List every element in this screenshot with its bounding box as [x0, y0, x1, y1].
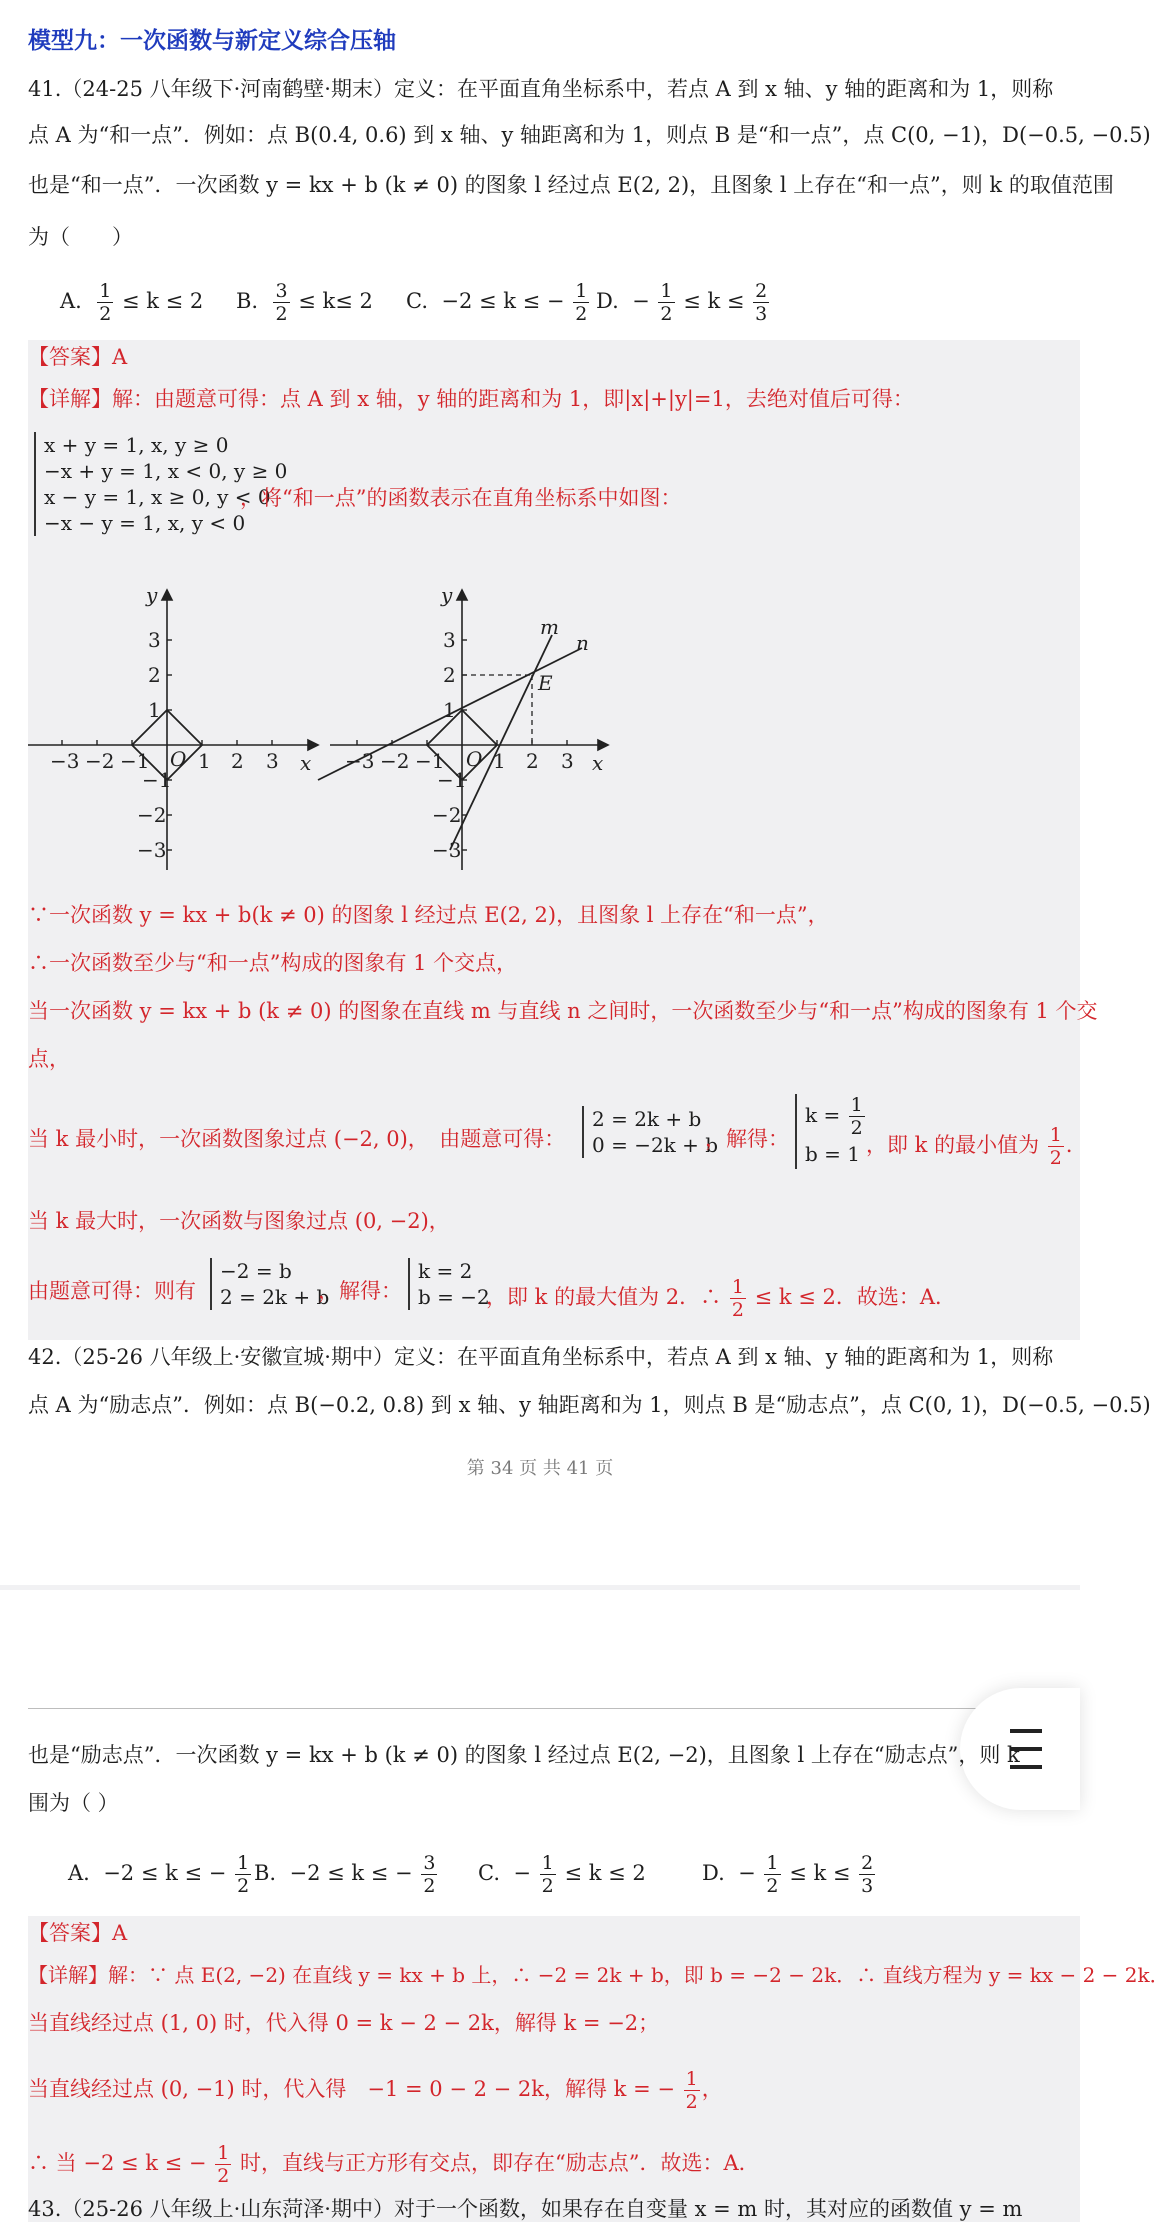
graph-right-xtick: 2 — [526, 749, 539, 773]
graph-left-ytick: −1 — [142, 768, 172, 792]
q43-line-1-partial: 43.（25-26 八年级上·山东菏泽·期中）对于一个函数，如果存在自变量 x = m 时，其对应的函数值 y = m — [28, 2197, 1023, 2221]
q41-step-min-text: 当 k 最小时，一次函数图象过点 (−2, 0)， 由题意可得： — [28, 1127, 566, 1151]
graph-left-ylabel: y — [146, 583, 158, 607]
graph-right-axes — [330, 590, 608, 870]
q41-step-max-system: −2 = b 2 = 2k + b — [210, 1258, 329, 1310]
q42-detail-4: ∴ 当 −2 ≤ k ≤ − $\frac{1}{2}$ 时，直线与正方形有交点，即存在“励志点”．故选：A． — [28, 2142, 760, 2187]
q41-step-max-text: 由题意可得：则有 — [28, 1279, 196, 1303]
q41-step-min-system: 2 = 2k + b 0 = −2k + b — [582, 1106, 718, 1158]
q42-option-c: C. − $\frac{1}{2}$ ≤ k ≤ 2 — [478, 1852, 646, 1897]
q41-graph-left — [28, 580, 328, 880]
graph-left-xtick: 1 — [198, 749, 211, 773]
graph-right-origin: O — [466, 747, 483, 771]
q41-step-2: ∴一次函数至少与“和一点”构成的图象有 1 个交点， — [28, 951, 518, 975]
q41-step-max-solution: k = 2 b = −2 — [408, 1258, 490, 1310]
graph-right-ytick: 2 — [443, 663, 456, 687]
q41-step-max: 当 k 最大时，一次函数与图象过点 (0, −2)， — [28, 1209, 450, 1233]
graph-right-line-m-label: m — [540, 615, 559, 639]
q41-option-c: C. −2 ≤ k ≤ − $\frac{1}{2}$ — [406, 280, 588, 325]
graph-right-ytick: −3 — [432, 838, 462, 862]
q41-option-d: D. − $\frac{1}{2}$ ≤ k ≤ $\frac{2}{3}$ — [596, 280, 768, 325]
q42-line-3: 也是“励志点”．一次函数 y = kx + b (k ≠ 0) 的图象 l 经过点 E(2, −2)，且图象 l 上存在“励志点”，则 k — [28, 1743, 1020, 1767]
graph-left-ytick: 1 — [148, 698, 161, 722]
graph-left-ytick: −2 — [137, 803, 167, 827]
graph-left-ytick: 2 — [148, 663, 161, 687]
page-number: 第 34 页 共 41 页 — [466, 1458, 614, 1479]
graph-left-xtick: −1 — [120, 749, 150, 773]
q42-option-a: A. −2 ≤ k ≤ − $\frac{1}{2}$ — [68, 1852, 250, 1897]
q41-step-3: 当一次函数 y = kx + b (k ≠ 0) 的图象在直线 m 与直线 n 之间时，一次函数至少与“和一点”构成的图象有 1 个交 — [28, 999, 1098, 1023]
document-page-35 — [0, 1590, 1170, 2222]
graph-right-line-m — [450, 635, 552, 850]
q41-line-3: 也是“和一点”．一次函数 y = kx + b (k ≠ 0) 的图象 l 经过点 E(2, 2)，且图象 l 上存在“和一点”，则 k 的取值范围 — [28, 173, 1114, 197]
hamburger-menu-icon — [1010, 1729, 1042, 1733]
q41-step-max-solve: ，解得： — [318, 1279, 402, 1303]
q41-detail: 【详解】解：由题意可得：点 A 到 x 轴，y 轴的距离和为 1，即|x|+|y|=1，去绝对值后可得： — [28, 387, 914, 411]
graph-left-ytick: −3 — [137, 838, 167, 862]
q41-line-2: 点 A 为“和一点”．例如：点 B(0.4, 0.6) 到 x 轴、y 轴距离和为 1，则点 B 是“和一点”，点 C(0, −1)，D(−0.5, −0.5) — [28, 123, 1151, 147]
graph-right-guides — [462, 675, 532, 745]
graph-right-line-n-label: n — [576, 631, 589, 655]
q42-detail-2: 当直线经过点 (1, 0) 时，代入得 0 = k − 2 − 2k，解得 k = −2； — [28, 2011, 660, 2035]
graph-right-xtick: −2 — [380, 749, 410, 773]
graph-left-ytick: 3 — [148, 628, 161, 652]
q42-line-1: 42.（25-26 八年级上·安徽宣城·期中）定义：在平面直角坐标系中，若点 A 到 x 轴、y 轴的距离和为 1，则称 — [28, 1345, 1054, 1369]
q41-step-4: 点， — [28, 1047, 70, 1071]
graph-right-ytick: 3 — [443, 628, 456, 652]
q41-step-1: ∵一次函数 y = kx + b(k ≠ 0) 的图象 l 经过点 E(2, 2)，且图象 l 上存在“和一点”， — [28, 903, 829, 927]
q41-line-1: 41.（24-25 八年级下·河南鹤壁·期末）定义：在平面直角坐标系中，若点 A 到 x 轴、y 轴的距离和为 1，则称 — [28, 77, 1054, 101]
page-top-rule — [28, 1708, 1038, 1709]
graph-right-ytick: −1 — [437, 768, 467, 792]
graph-left-xtick: 2 — [231, 749, 244, 773]
graph-right-xtick: 3 — [561, 749, 574, 773]
graph-right-xtick: −1 — [415, 749, 445, 773]
graph-right-ytick: 1 — [443, 698, 456, 722]
q42-answer: 【答案】A — [28, 1921, 128, 1945]
graph-right-ytick: −2 — [432, 803, 462, 827]
q41-system-note: ，将“和一点”的函数表示在直角坐标系中如图： — [240, 486, 682, 510]
q41-step-min-solve: ，解得： — [705, 1127, 789, 1151]
graph-left-xlabel: x — [300, 751, 312, 775]
q42-option-b: B. −2 ≤ k ≤ − $\frac{3}{2}$ — [254, 1852, 436, 1897]
graph-left-xtick: −2 — [85, 749, 115, 773]
graph-left-origin: O — [170, 747, 187, 771]
q41-step-min-result: ，即 k 的最小值为 $\frac{1}{2}$ ． — [866, 1124, 1087, 1169]
graph-right-ylabel: y — [441, 583, 453, 607]
graph-left-xtick: −3 — [50, 749, 80, 773]
graph-right-xtick: −3 — [345, 749, 375, 773]
q42-option-d: D. − $\frac{1}{2}$ ≤ k ≤ $\frac{2}{3}$ — [702, 1852, 874, 1897]
section-title: 模型九：一次函数与新定义综合压轴 — [28, 28, 396, 54]
q41-step-min-solution: k = $\frac{1}{2}$ b = 1 — [795, 1094, 867, 1169]
q41-option-a: A. $\frac{1}{2}$ ≤ k ≤ 2 — [60, 280, 204, 325]
q42-detail-1: 【详解】解：∵ 点 E(2, −2) 在直线 y = kx + b 上，∴ −2 = 2k + b，即 b = −2 − 2k．∴ 直线方程为 y = kx − 2 − 2k． — [28, 1963, 1170, 1987]
q41-step-max-result: ，即 k 的最大值为 2．∴ $\frac{1}{2}$ ≤ k ≤ 2．故选：A． — [486, 1276, 957, 1321]
graph-left-axes — [28, 590, 318, 870]
q41-piecewise-system: x + y = 1, x, y ≥ 0 −x + y = 1, x < 0, y ≥ 0 x − y = 1, x ≥ 0, y < 0 −x − y = 1, x, y < 0 — [34, 432, 287, 536]
graph-left-xtick: 3 — [266, 749, 279, 773]
graph-right-xlabel: x — [592, 751, 604, 775]
q41-graph-right — [310, 580, 620, 880]
graph-right-xtick: 1 — [493, 749, 506, 773]
q42-detail-3: 当直线经过点 (0, −1) 时，代入得 −1 = 0 − 2 − 2k，解得 k = − $\frac{1}{2}$ ， — [28, 2068, 723, 2113]
q42-line-4: 围为（ ） — [28, 1791, 119, 1815]
graph-right-point-e-label: E — [538, 671, 553, 695]
q41-line-4: 为（ ） — [28, 225, 133, 249]
q42-line-2: 点 A 为“励志点”．例如：点 B(−0.2, 0.8) 到 x 轴、y 轴距离和为 1，则点 B 是“励志点”，点 C(0, 1)，D(−0.5, −0.5) — [28, 1393, 1151, 1417]
q41-option-b: B. $\frac{3}{2}$ ≤ k≤ 2 — [236, 280, 373, 325]
q41-answer: 【答案】A — [28, 345, 128, 369]
